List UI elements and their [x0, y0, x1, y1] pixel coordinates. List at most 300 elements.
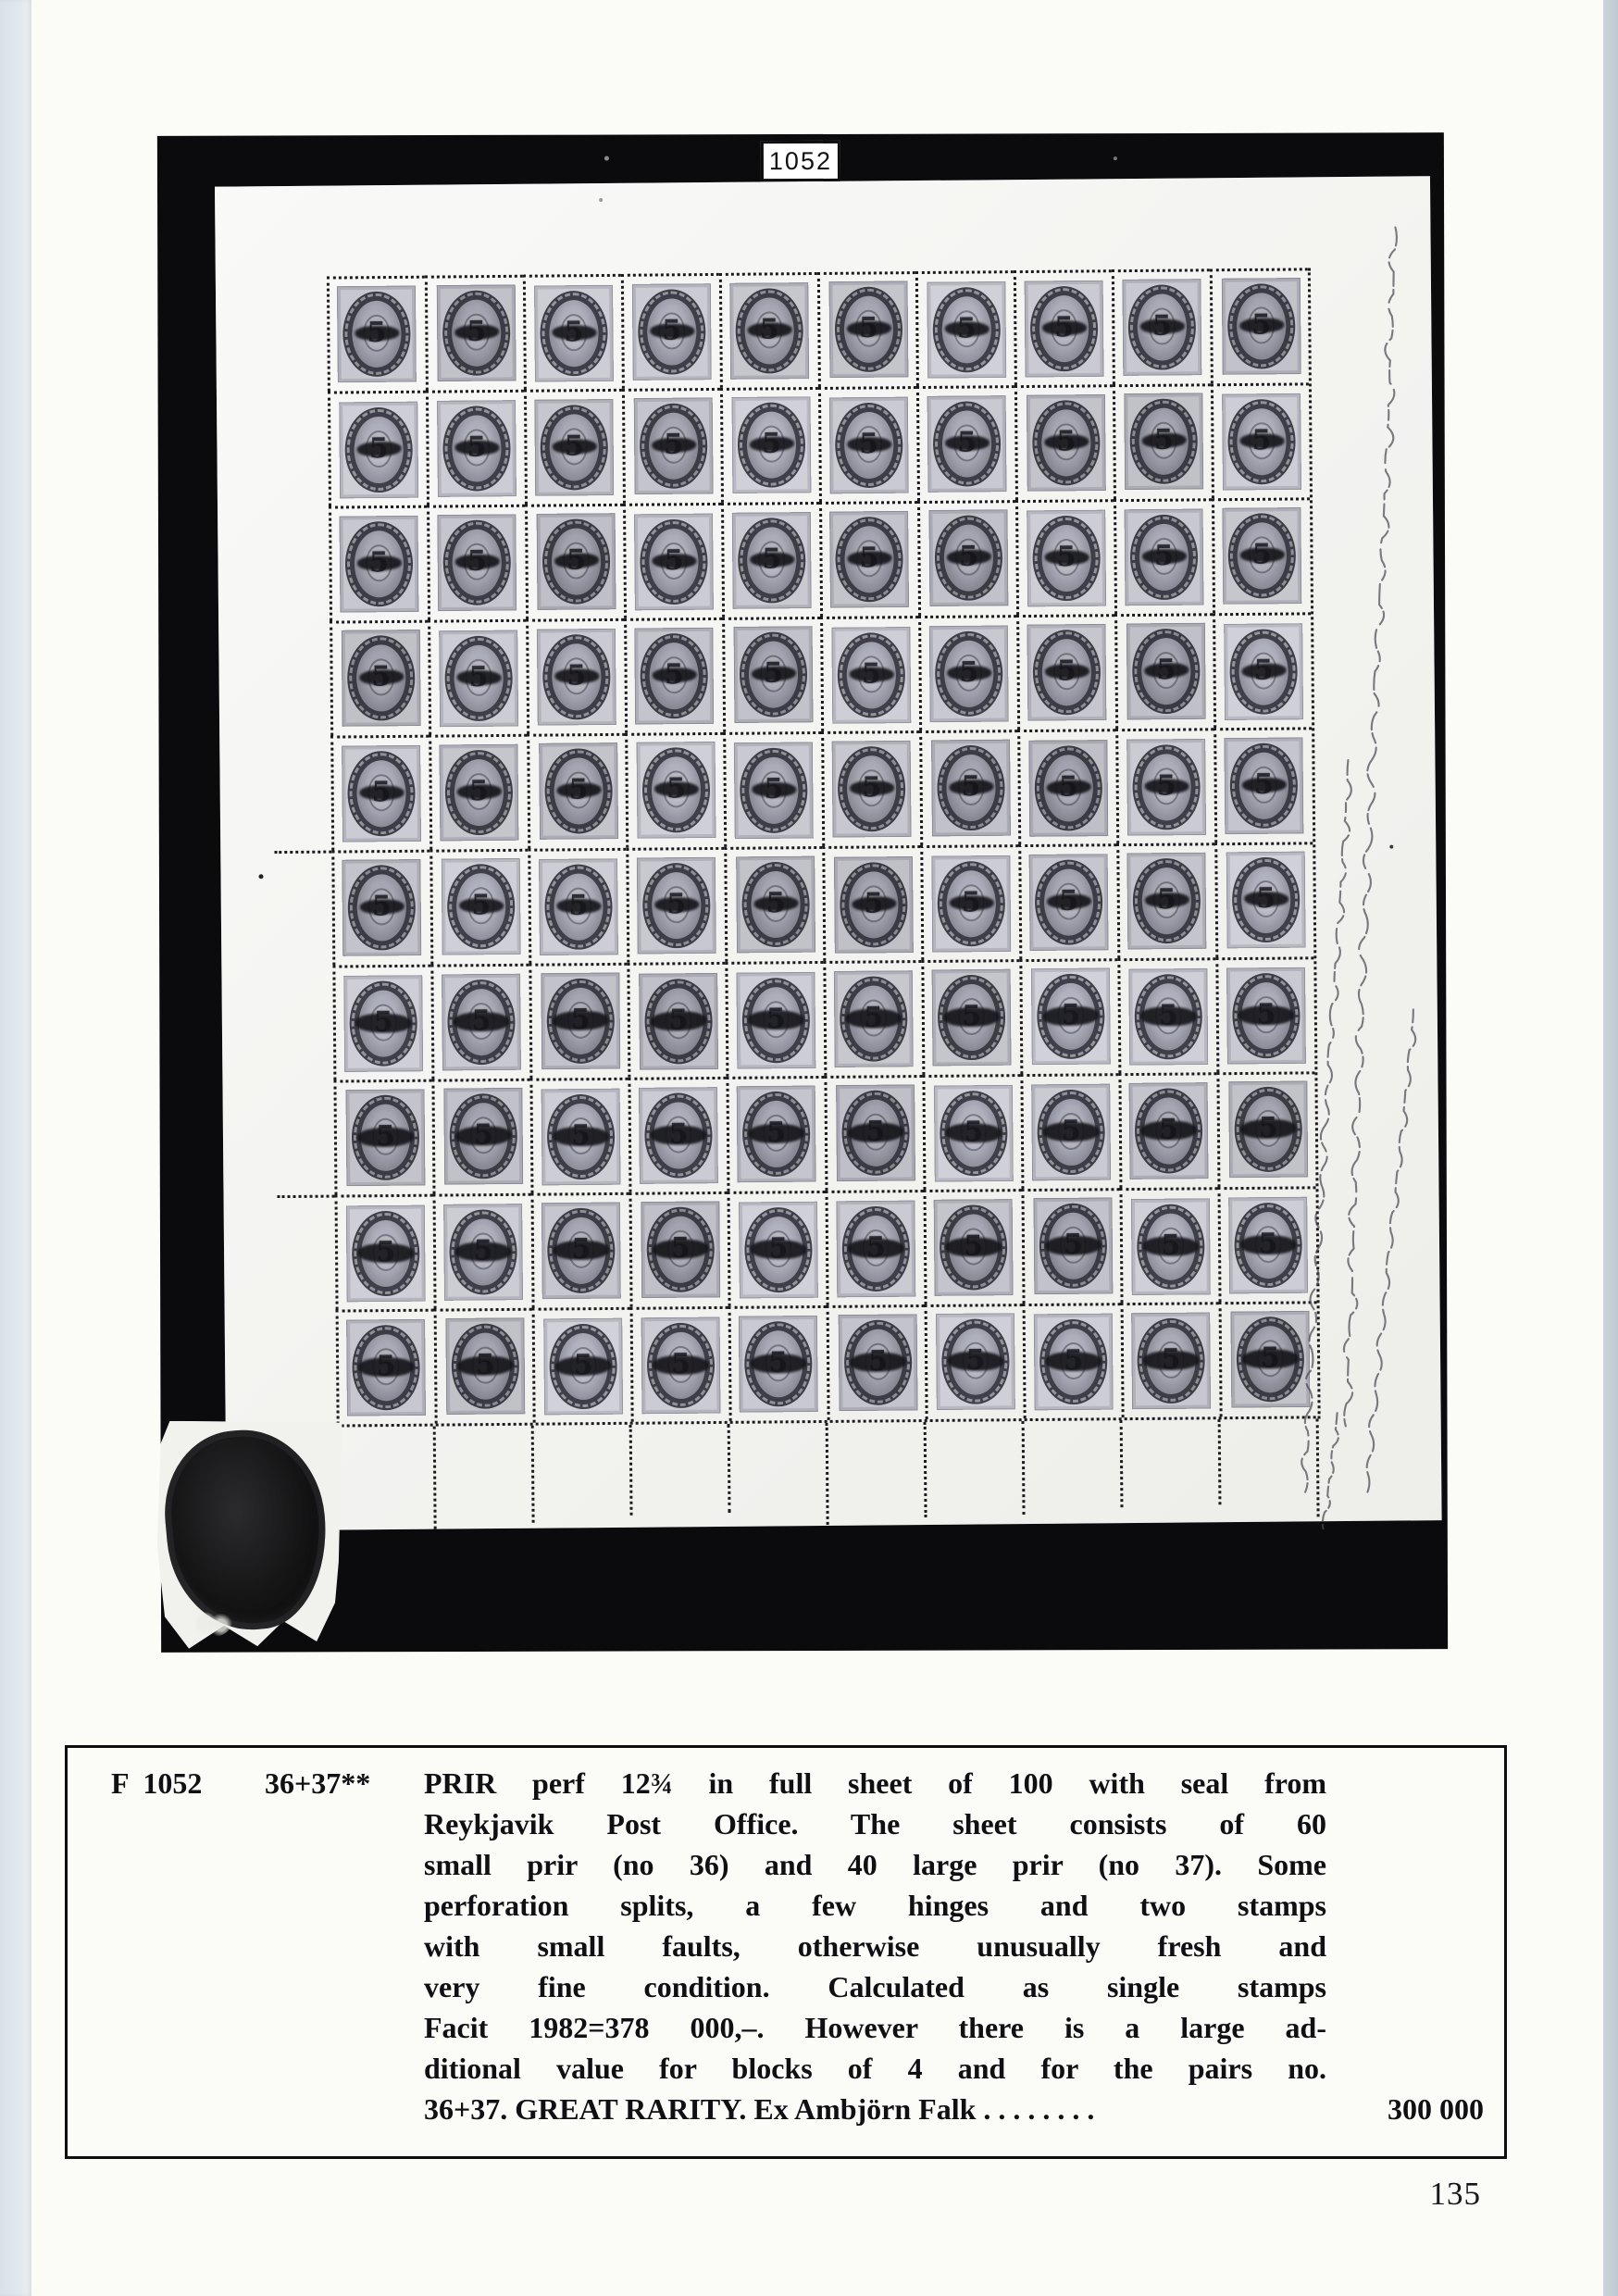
lot-description-line: 36+37. GREAT RARITY. Ex Ambjörn Falk . . . . . . . . [424, 2092, 1095, 2126]
lot-price: 300 000 [1388, 2092, 1484, 2126]
stamp [346, 1205, 426, 1303]
stamp-cell [1213, 612, 1312, 728]
stamp [1126, 853, 1206, 950]
stamp [634, 628, 714, 725]
dust-speck [599, 198, 603, 202]
dust-speck [1114, 156, 1117, 160]
handwriting-stroke [1334, 228, 1407, 1427]
prir-overprint [654, 781, 699, 797]
lot-description [424, 1763, 1326, 2129]
prir-overprint [1242, 1348, 1299, 1368]
stamp-cell [621, 273, 720, 389]
prir-overprint [750, 552, 794, 567]
prir-overprint [848, 1239, 904, 1258]
stamp-cell [925, 1304, 1024, 1419]
stamp-cell [1215, 956, 1314, 1072]
stamp-cell [1210, 268, 1309, 383]
prir-overprint [949, 895, 993, 910]
stamp [1131, 1198, 1211, 1295]
selvage-perf-line [728, 1424, 731, 1513]
stamp-cell [629, 1192, 728, 1307]
stamp [343, 975, 423, 1072]
prir-overprint [1047, 893, 1091, 909]
prir-overprint [943, 1006, 1001, 1027]
stamp-cell [1018, 843, 1117, 959]
stamp [537, 629, 616, 726]
prir-overprint [454, 554, 499, 569]
stamp [1031, 1084, 1111, 1181]
stamp-cell [1117, 957, 1216, 1073]
perf-extension [278, 1195, 335, 1199]
scan-edge-left [0, 0, 31, 2296]
selvage-perf-line [924, 1422, 927, 1517]
prir-overprint [1239, 1234, 1296, 1254]
stamp [1025, 281, 1104, 378]
stamp [442, 974, 521, 1071]
prir-overprint [556, 898, 601, 913]
stamp-cell [1014, 269, 1113, 385]
stamp [1228, 1197, 1308, 1294]
stamp-cell [526, 618, 625, 734]
stamp [1028, 740, 1108, 837]
stamp-cell [1112, 268, 1211, 384]
prir-overprint [748, 1010, 804, 1029]
stamp-cell [1121, 1302, 1220, 1417]
prir-overprint [554, 552, 598, 568]
stamp-cell [728, 1305, 828, 1421]
stamp-cell [1116, 842, 1215, 958]
prir-overprint [553, 1126, 609, 1146]
stamp-cell [919, 730, 1018, 845]
stamp-cell [722, 617, 821, 732]
stamp [934, 1085, 1014, 1182]
stamp-cell [915, 270, 1014, 386]
stamp [1222, 393, 1301, 491]
stamp-cell [724, 846, 823, 962]
prir-overprint [357, 1242, 414, 1263]
stamp-cell [916, 385, 1015, 501]
prir-overprint [747, 322, 791, 338]
prir-overprint [1144, 892, 1189, 907]
prir-overprint [1045, 1351, 1101, 1371]
stamp [836, 1084, 915, 1181]
stamp [832, 741, 912, 838]
stamp [337, 285, 417, 382]
lot-description-line: small prir (no 36) and 40 large prir (no 37). Some [424, 1848, 1326, 1881]
stamp-cell [531, 1192, 630, 1308]
stamp-cell [719, 272, 818, 388]
stamp [632, 283, 712, 381]
selvage-perf-line [531, 1426, 535, 1523]
prir-overprint [454, 1242, 511, 1261]
prir-overprint [456, 783, 501, 799]
stamp-cell [426, 390, 525, 505]
prir-overprint [845, 1008, 902, 1028]
prir-overprint [748, 1123, 804, 1143]
stamp-cell [1114, 613, 1214, 729]
prir-overprint [1043, 1122, 1100, 1142]
stamp [1228, 1080, 1308, 1178]
prir-overprint [359, 668, 404, 684]
prir-overprint [1046, 779, 1090, 795]
lot-photo [157, 132, 1448, 1653]
stamp-cell [720, 387, 819, 503]
stamp-cell [331, 850, 430, 966]
stamp [929, 626, 1009, 723]
prir-overprint [1238, 1005, 1294, 1025]
stamp-cell [824, 1075, 923, 1191]
stamp-cell [1212, 497, 1311, 613]
stamp-cell [525, 504, 624, 619]
lot-description-box [65, 1745, 1507, 2159]
stamp [534, 399, 614, 496]
prir-overprint [454, 324, 499, 340]
prir-overprint [653, 1354, 709, 1374]
stamp [442, 858, 521, 955]
selvage-perf-line [433, 1427, 437, 1529]
stamp [1033, 1197, 1113, 1294]
stamp [729, 282, 809, 380]
lot-description-line: PRIR perf 12¾ in full sheet of 100 with seal from [424, 1766, 1326, 1800]
prir-overprint [945, 1122, 1002, 1142]
stamp [1226, 967, 1306, 1065]
stamp-cell [1217, 1186, 1316, 1302]
stamp-grid [327, 268, 1321, 1427]
prir-overprint [750, 1239, 807, 1259]
stamp-cell [918, 615, 1017, 730]
prir-overprint [552, 439, 596, 455]
prir-overprint [1140, 1119, 1198, 1140]
stamp-cell [628, 1077, 727, 1192]
stamp [737, 1086, 816, 1183]
prir-overprint [753, 895, 798, 911]
prir-overprint [652, 437, 696, 453]
stamp-cell [333, 1079, 432, 1195]
selvage-perf-line [826, 1423, 829, 1525]
prir-overprint [552, 325, 596, 340]
prir-overprint [1139, 318, 1184, 333]
prir-overprint [1045, 1235, 1102, 1255]
stamp-cell [528, 848, 627, 964]
stamp [829, 397, 909, 494]
prir-overprint [359, 785, 404, 800]
stamp-cell [527, 733, 626, 849]
stamp-cell [335, 1194, 434, 1310]
stamp-cell [431, 1079, 530, 1194]
lot-description-line: Facit 1982=378 000,–. However there is a large ad- [424, 2011, 1326, 2044]
prir-overprint [1239, 433, 1284, 448]
stamp [732, 396, 812, 493]
prir-overprint [654, 897, 699, 912]
stamp [534, 285, 614, 382]
stamp-cell [1214, 842, 1313, 957]
prir-overprint [752, 666, 796, 681]
stamp-cell [330, 620, 429, 736]
stamp [437, 400, 517, 497]
stamp-cell [923, 1189, 1022, 1304]
stamp [734, 742, 814, 839]
stamp [541, 972, 620, 1069]
stamp [1126, 739, 1206, 836]
stamp [641, 1317, 721, 1415]
selvage-perf-line [1218, 1419, 1222, 1504]
stamp-cell [723, 731, 822, 847]
prir-overprint [553, 1240, 609, 1260]
stamp-cell [428, 619, 527, 735]
stamp-cell [920, 844, 1019, 960]
stamp-cell [627, 962, 726, 1078]
prir-overprint [652, 667, 696, 682]
stamp [936, 1313, 1015, 1410]
prir-overprint [1239, 317, 1284, 332]
prir-overprint [1044, 433, 1089, 449]
handwriting-stroke [1362, 1009, 1420, 1495]
selvage-perf-line [1120, 1420, 1124, 1507]
prir-overprint [1042, 320, 1087, 335]
stamp-cell [328, 391, 427, 506]
stamp-cell [630, 1306, 729, 1422]
lot-number-tag-text: 1052 [768, 146, 833, 175]
dust-speck [1389, 845, 1393, 849]
stamp [931, 855, 1011, 953]
stamp-cell [922, 1074, 1021, 1190]
stamp [637, 742, 716, 839]
prir-overprint [652, 554, 696, 568]
prir-overprint [850, 780, 894, 795]
prir-overprint [949, 779, 993, 794]
prir-overprint [850, 1352, 907, 1372]
prir-overprint [454, 440, 499, 455]
prir-overprint [945, 435, 989, 450]
prir-overprint [650, 1125, 706, 1144]
stamp [1128, 968, 1208, 1066]
lot-description-line: ditional value for blocks of 4 and for the pairs no. [424, 2052, 1326, 2085]
stamp-cell [425, 275, 524, 391]
scan-edge-right [1603, 0, 1618, 2296]
stamp-cell [1021, 1188, 1120, 1304]
stamp-cell [827, 1304, 926, 1420]
stamp [734, 626, 814, 723]
stamp [836, 1201, 915, 1298]
stamp [1034, 1314, 1114, 1411]
stamp-cell [921, 959, 1020, 1075]
stamp [443, 1088, 523, 1185]
stamp-cell [622, 388, 721, 504]
stamp [1222, 507, 1301, 605]
page-number: 135 [1429, 2176, 1481, 2212]
stamp [634, 514, 714, 611]
stamp [541, 1089, 621, 1186]
dust-speck [604, 156, 609, 161]
stamp [637, 857, 716, 955]
stamp [927, 395, 1007, 493]
prir-overprint [944, 321, 989, 337]
stamp-cell [1016, 614, 1115, 730]
stamp [439, 744, 518, 842]
stamp [1125, 509, 1204, 606]
stamp-cell [430, 964, 529, 1079]
prir-overprint [1241, 777, 1286, 792]
prir-overprint [1144, 662, 1189, 678]
prir-overprint [1142, 1350, 1199, 1370]
stamp [1027, 624, 1106, 721]
stamp [641, 1201, 720, 1298]
prir-overprint [1239, 1118, 1297, 1140]
stamp-cell [1119, 1187, 1218, 1303]
stamp-cell [429, 849, 529, 965]
prir-overprint [846, 320, 890, 336]
stamp [1224, 737, 1303, 834]
stamp-cell [825, 1190, 924, 1305]
prir-overprint [556, 782, 601, 798]
handwriting-stroke [1322, 1413, 1339, 1529]
stamp [639, 1087, 718, 1184]
stamp-cell [822, 845, 921, 961]
stamp [931, 740, 1011, 837]
stamp [437, 514, 517, 611]
stamp [1027, 394, 1106, 492]
stamp [829, 281, 909, 378]
stamp [539, 742, 618, 840]
prir-overprint [1144, 779, 1189, 793]
stamp-cell [327, 276, 426, 392]
stamp-cell [427, 505, 526, 620]
prir-overprint [456, 669, 501, 685]
stamp-cell [524, 389, 623, 505]
stamp [834, 856, 914, 954]
prir-overprint [847, 437, 891, 452]
prir-overprint [552, 1010, 609, 1030]
prir-overprint [847, 550, 891, 566]
stamp-cell [625, 732, 724, 848]
stamp [1124, 393, 1203, 490]
stamp-cell [823, 960, 922, 1076]
stamp [634, 397, 714, 494]
stamp [1129, 1082, 1209, 1179]
stamp [934, 1199, 1014, 1296]
stamp [932, 969, 1012, 1067]
prir-overprint [849, 667, 893, 682]
stamp-cell [329, 505, 428, 621]
stamp-cell [624, 618, 723, 733]
prir-overprint [459, 898, 504, 914]
prir-overprint [355, 1013, 411, 1033]
stamp-cell [1114, 498, 1213, 614]
prir-overprint [359, 899, 404, 915]
stamp [736, 972, 815, 1069]
stamp [927, 281, 1006, 379]
prir-overprint [1142, 548, 1187, 563]
prir-overprint [750, 1354, 806, 1373]
stamp-cell [727, 1191, 826, 1306]
stamp [1222, 278, 1301, 375]
stamp-cell [433, 1193, 532, 1309]
stamp [736, 856, 815, 954]
stamp [339, 402, 418, 499]
stamp [443, 1204, 523, 1301]
stamp [1027, 510, 1106, 607]
stamp-cell [725, 961, 824, 1077]
prir-overprint [1244, 891, 1288, 906]
prir-overprint [650, 323, 694, 338]
lot-description-line: Reykjavik Post Office. The sheet consists of 60 [424, 1807, 1326, 1841]
stamp-cell [429, 734, 528, 850]
stamp-cell [818, 386, 917, 502]
stamp-cell [1020, 1073, 1119, 1189]
stamp-cell [819, 501, 918, 617]
stamp [439, 630, 518, 728]
stamp-cell [532, 1307, 631, 1423]
prir-overprint [357, 555, 402, 570]
stamp [831, 627, 911, 724]
prir-overprint [1044, 664, 1089, 680]
stamp [346, 1319, 426, 1416]
stamp-cell [726, 1076, 825, 1192]
stamp-cell [820, 616, 919, 731]
lot-description-line: with small faults, otherwise unusually fresh and [424, 1929, 1326, 1963]
stamp [829, 511, 909, 608]
stamp-sheet [215, 176, 1442, 1530]
prir-overprint [1142, 1236, 1199, 1256]
stamp [445, 1317, 525, 1415]
stamp-cell [821, 730, 920, 846]
prir-overprint [1044, 549, 1089, 564]
stamp-cell [917, 500, 1016, 616]
stamp [1230, 1311, 1310, 1408]
prir-overprint [752, 781, 796, 796]
stamp [1226, 852, 1306, 949]
handwritten-inscription [1302, 194, 1443, 1510]
prir-overprint [947, 665, 991, 680]
stamp [541, 1202, 621, 1299]
stamp [543, 1318, 623, 1416]
stamp-cell [1113, 383, 1212, 499]
stamp [739, 1316, 818, 1413]
stamp-cell [1211, 382, 1310, 498]
stamp [1122, 279, 1201, 376]
selvage-perf-line [629, 1425, 633, 1516]
stamp-cell [1014, 384, 1114, 500]
stamp-cell [523, 274, 622, 390]
lot-catalog-numbers: 36+37** [265, 1766, 371, 1800]
stamp-cell [623, 503, 722, 618]
stamp-cell [1214, 727, 1313, 842]
stamp [537, 513, 616, 610]
stamp [539, 858, 618, 955]
stamp [839, 1314, 918, 1411]
stamp [1031, 967, 1111, 1065]
stamp [346, 1089, 426, 1186]
stamp [928, 509, 1008, 606]
stamp-cell [817, 271, 916, 387]
prir-overprint [1141, 432, 1186, 448]
prir-overprint [453, 1011, 509, 1030]
stamp-cell [1118, 1072, 1217, 1188]
lot-ref: F 1052 [111, 1766, 203, 1800]
lot-number-tag [761, 141, 840, 181]
stamp-cell [721, 502, 820, 618]
prir-overprint [1140, 1005, 1197, 1026]
prir-overprint [356, 441, 401, 456]
stamp [1029, 854, 1109, 951]
stamp [437, 284, 517, 381]
stamp-cell [1015, 499, 1114, 615]
stamp [1224, 623, 1303, 720]
perf-extension [274, 851, 331, 855]
stamp [340, 516, 419, 613]
prir-overprint [554, 668, 599, 683]
stamp-cell [1019, 958, 1118, 1074]
